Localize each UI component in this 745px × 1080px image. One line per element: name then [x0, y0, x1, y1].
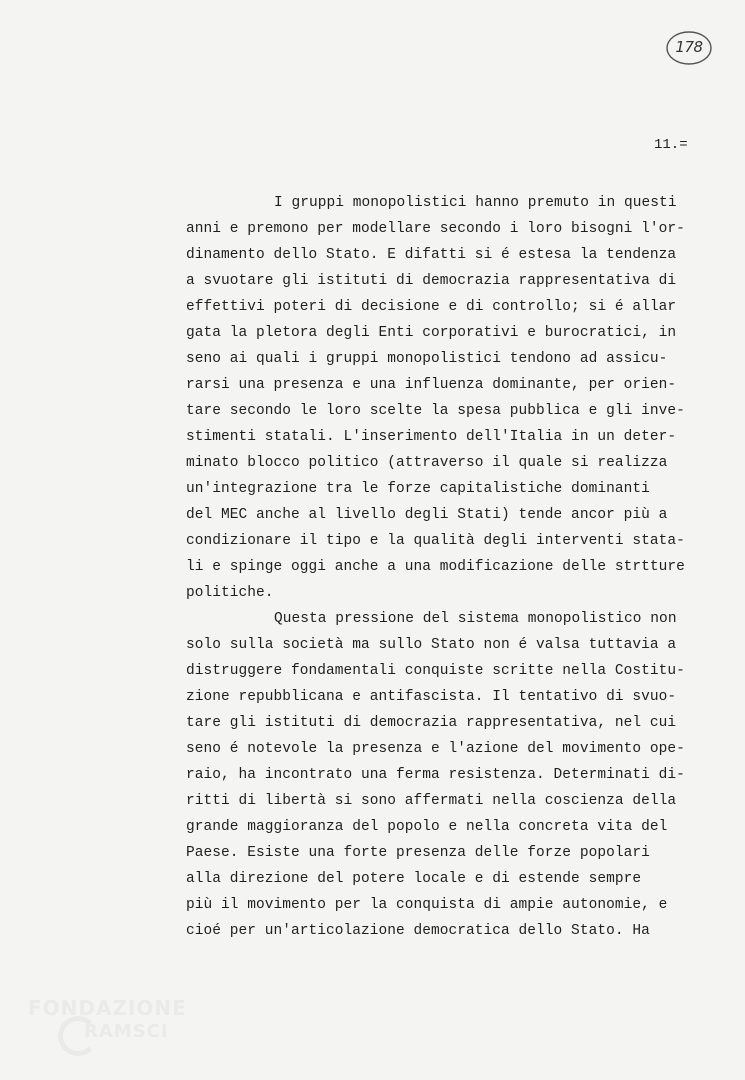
text-line: zione repubblicana e antifascista. Il tentativo di svuo- — [186, 689, 677, 705]
text-line: dinamento dello Stato. E difatti si é estesa la tendenza — [186, 247, 677, 263]
text-line: solo sulla società ma sullo Stato non é valsa tuttavia a — [186, 637, 677, 653]
text-line: stimenti statali. L'inserimento dell'Italia in un deter- — [186, 429, 677, 445]
archive-number-text: 178 — [675, 38, 703, 56]
text-line: alla direzione del potere locale e di estende sempre — [186, 871, 642, 887]
text-line: condizionare il tipo e la qualità degli interventi stata- — [186, 533, 685, 549]
watermark-line: FONDAZIONE — [28, 996, 187, 1020]
text-line: più il movimento per la conquista di ampie autonomie, e — [186, 897, 668, 913]
text-line: effettivi poteri di decisione e di controllo; si é allar — [186, 299, 677, 315]
text-line: cioé per un'articolazione democratica dello Stato. Ha — [186, 923, 650, 939]
text-line: rarsi una presenza e una influenza dominante, per orien- — [186, 377, 677, 393]
typewritten-body — [186, 190, 706, 944]
text-line: Paese. Esiste una forte presenza delle forze popolari — [186, 845, 650, 861]
text-line: ritti di libertà si sono affermati nella coscienza della — [186, 793, 677, 809]
watermark-line: RAMSCI — [84, 1021, 169, 1042]
handwritten-archive-number — [664, 28, 714, 68]
text-line: seno é notevole la presenza e l'azione del movimento ope- — [186, 741, 685, 757]
text-line: seno ai quali i gruppi monopolistici tendono ad assicu- — [186, 351, 668, 367]
text-line: Questa pressione del sistema monopolistico non — [274, 611, 677, 627]
text-line: I gruppi monopolistici hanno premuto in questi — [274, 195, 677, 211]
text-line: raio, ha incontrato una ferma resistenza. Determinati di- — [186, 767, 685, 783]
text-line: gata la pletora degli Enti corporativi e burocratici, in — [186, 325, 677, 341]
text-line: grande maggioranza del popolo e nella concreta vita del — [186, 819, 668, 835]
text-line: politiche. — [186, 585, 274, 601]
watermark-logo — [28, 996, 188, 1058]
text-line: distruggere fondamentali conquiste scritte nella Costitu- — [186, 663, 685, 679]
text-line: un'integrazione tra le forze capitalistiche dominanti — [186, 481, 650, 497]
text-line: tare gli istituti di democrazia rappresentativa, nel cui — [186, 715, 677, 731]
text-line: minato blocco politico (attraverso il quale si realizza — [186, 455, 668, 471]
text-line: tare secondo le loro scelte la spesa pubblica e gli inve- — [186, 403, 685, 419]
text-line: anni e premono per modellare secondo i loro bisogni l'or- — [186, 221, 685, 237]
page-number: 11.= — [654, 137, 688, 153]
text-line: del MEC anche al livello degli Stati) tende ancor più a — [186, 507, 668, 523]
watermark-g-icon — [58, 1016, 98, 1056]
text-line: li e spinge oggi anche a una modificazione delle strtture — [186, 559, 685, 575]
text-line: a svuotare gli istituti di democrazia rappresentativa di — [186, 273, 677, 289]
